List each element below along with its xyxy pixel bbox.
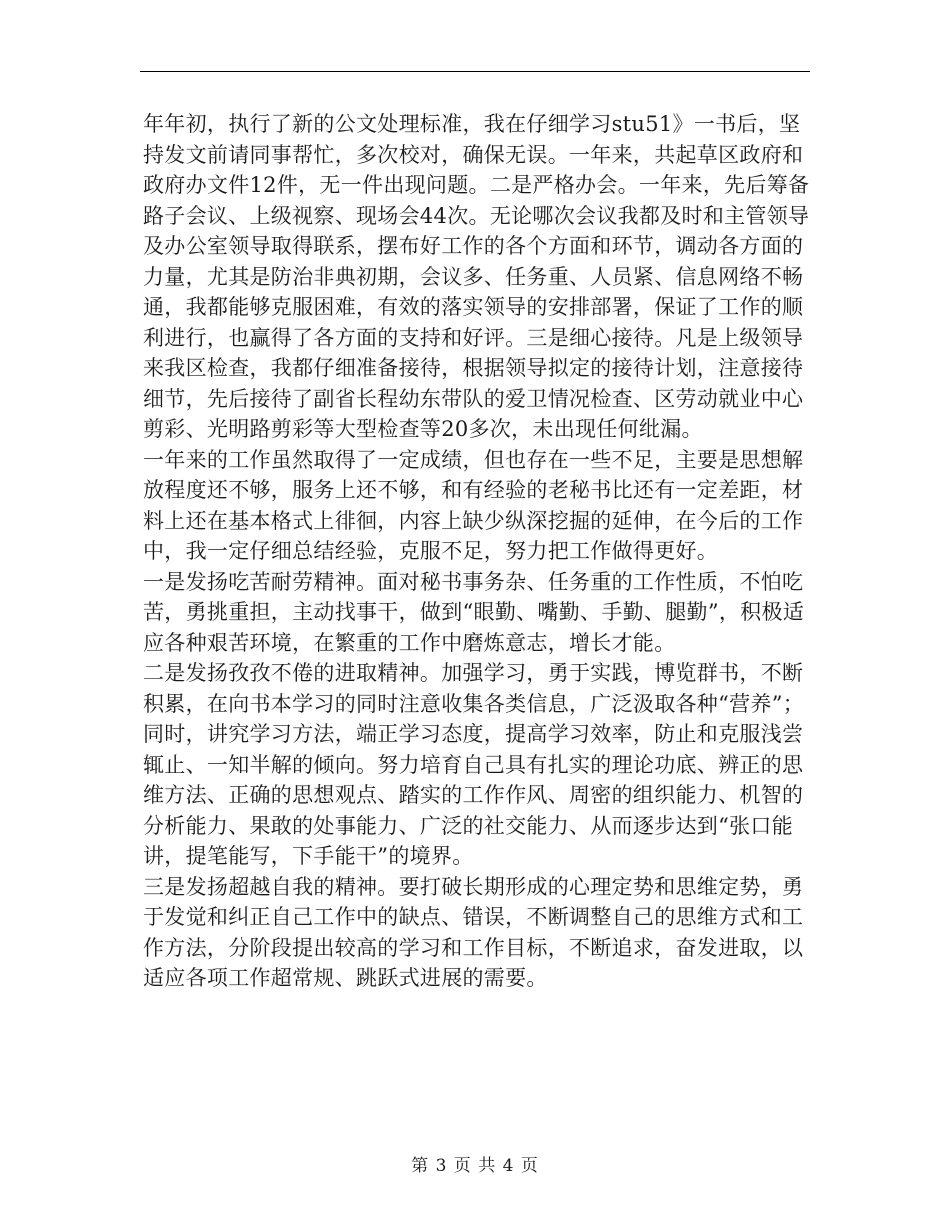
paragraph-shortcomings: 一年来的工作虽然取得了一定成绩，但也存在一些不足，主要是思想解放程度还不够，服务上还不够，和有经验的老秘书比还有一定差距，材料上还在基本格式上徘徊，内容上缺少纵深挖掘的延伸，在今后的工作中，我一定仔细总结经验，克服不足，努力把工作做得更好。 (143, 447, 804, 563)
paragraph-learning-spirit: 二是发扬孜孜不倦的进取精神。加强学习，勇于实践，博览群书，不断积累，在向书本学习的同时注意收集各类信息，广泛汲取各种“营养”；同时，讲究学习方法，端正学习态度，提高学习效率，防止和克服浅尝辄止、一知半解的倾向。努力培育自己具有扎实的理论功底、辨正的思维方法、正确的思想观点、踏实的工作作风、周密的组织能力、机智的分析能力、果敢的处事能力、广泛的社交能力、从而逐步达到“张口能讲，提笔能写，下手能干”的境界。 (143, 661, 805, 868)
paragraph-hardworking-spirit: 一是发扬吃苦耐劳精神。面对秘书事务杂、任务重的工作性质，不怕吃苦，勇挑重担，主动找事干，做到“眼勤、嘴勤、手勤、腿勤”，积极适应各种艰苦环境，在繁重的工作中磨炼意志，增长才能。 (143, 569, 805, 655)
document-body (143, 109, 811, 994)
paragraph-work-summary: 年年初，执行了新的公文处理标准，我在仔细学习stu51》一书后，坚持发文前请同事帮忙，多次校对，确保无误。一年来，共起草区政府和政府办文件12件，无一件出现问题。二是严格办会。一年来，先后筹备路子会议、上级视察、现场会44次。无论哪次会议我都及时和主管领导及办公室领导取得联系，摆布好工作的各个方面和环节，调动各方面的力量，尤其是防治非典初期，会议多、任务重、人员紧、信息网络不畅通，我都能够克服困难，有效的落实领导的安排部署，保证了工作的顺利进行，也赢得了各方面的支持和好评。三是细心接待。凡是上级领导来我区检查，我都仔细准备接待，根据领导拟定的接待计划，注意接待细节，先后接待了副省长程幼东带队的爱卫情况检查、区劳动就业中心剪彩、光明路剪彩等大型检查等20多次，未出现任何纰漏。 (143, 112, 810, 441)
header-rule (140, 71, 810, 72)
page-number-footer: 第 3 页 共 4 页 (411, 1156, 539, 1176)
paragraph-self-surpassing-spirit: 三是发扬超越自我的精神。要打破长期形成的心理定势和思维定势，勇于发觉和纠正自己工作中的缺点、错误，不断调整自己的思维方式和工作方法，分阶段提出较高的学习和工作目标，不断追求，奋发进取，以适应各项工作超常规、跳跃式进展的需要。 (143, 874, 804, 990)
